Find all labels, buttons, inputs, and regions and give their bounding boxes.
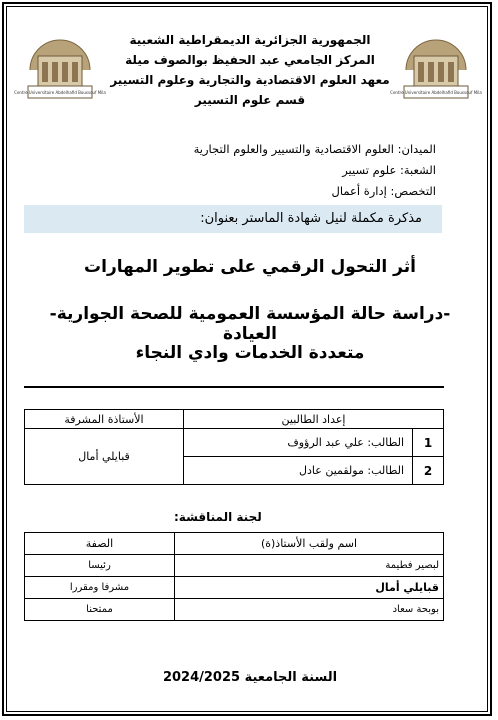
thesis-banner: مذكرة مكملة لنيل شهادة الماستر بعنوان: — [24, 205, 442, 233]
logo-caption: Centre Universitaire Abdelhafid Boussouf Mila — [390, 90, 482, 95]
student-number: 2 — [413, 457, 444, 485]
committee-row — [25, 599, 444, 621]
header-institute: معهد العلوم الاقتصادية والتجارية وعلوم التسيير — [110, 73, 390, 87]
students-header-row — [25, 410, 444, 429]
field-specialty: التخصص: إدارة أعمال — [331, 184, 436, 198]
committee-member-name: لبصير فطيمة — [175, 555, 444, 577]
logo-caption: Centre Universitaire Abdelhafid Boussouf Mila — [14, 90, 106, 95]
header-students: إعداد الطالبين — [184, 410, 444, 429]
header-republic: الجمهورية الجزائرية الديمقراطية الشعبية — [129, 33, 371, 47]
header-supervisor: الأستاذة المشرفة — [25, 410, 184, 429]
header-department: قسم علوم التسيير — [194, 93, 306, 107]
thesis-title-line3: متعددة الخدمات وادي النجاء — [135, 343, 365, 363]
committee-member-name: بوبحة سعاد — [175, 599, 444, 621]
field-domain: الميدان: العلوم الاقتصادية والتسيير والعلوم التجارية — [193, 142, 436, 156]
university-logo-right — [390, 36, 482, 102]
field-branch: الشعبة: علوم تسيير — [342, 163, 436, 177]
thesis-title-line2: -دراسة حالة المؤسسة العمومية للصحة الجوارية-العيادة — [49, 304, 451, 344]
student-number: 1 — [413, 429, 444, 457]
committee-member-role: مشرفا ومقررا — [25, 577, 175, 599]
section-divider — [24, 386, 444, 388]
committee-header-row — [25, 533, 444, 555]
academic-year: السنة الجامعية 2024/2025 — [162, 670, 338, 685]
committee-member-role: رئيسا — [25, 555, 175, 577]
header-role: الصفة — [25, 533, 175, 555]
university-logo-left — [14, 36, 106, 102]
header-professor-name: اسم ولقب الأستاذ(ة) — [175, 533, 444, 555]
committee-row — [25, 577, 444, 599]
student-name: الطالب: علي عبد الرؤوف — [184, 429, 413, 457]
committee-member-role: ممتحنا — [25, 599, 175, 621]
committee-title: لجنة المناقشة: — [174, 510, 262, 524]
supervisor-name: قبايلي أمال — [25, 429, 184, 485]
thesis-title-line1: أثر التحول الرقمي على تطوير المهارات — [84, 257, 416, 277]
student-name: الطالب: مولقمين عادل — [184, 457, 413, 485]
committee-row — [25, 555, 444, 577]
students-table — [24, 409, 444, 485]
committee-member-name: قبايلي أمال — [175, 577, 444, 599]
committee-table — [24, 532, 444, 621]
field-info — [194, 139, 436, 202]
institution-header — [100, 30, 400, 110]
student-row — [25, 429, 444, 457]
header-center: المركز الجامعي عبد الحفيظ بوالصوف ميلة — [125, 53, 375, 67]
